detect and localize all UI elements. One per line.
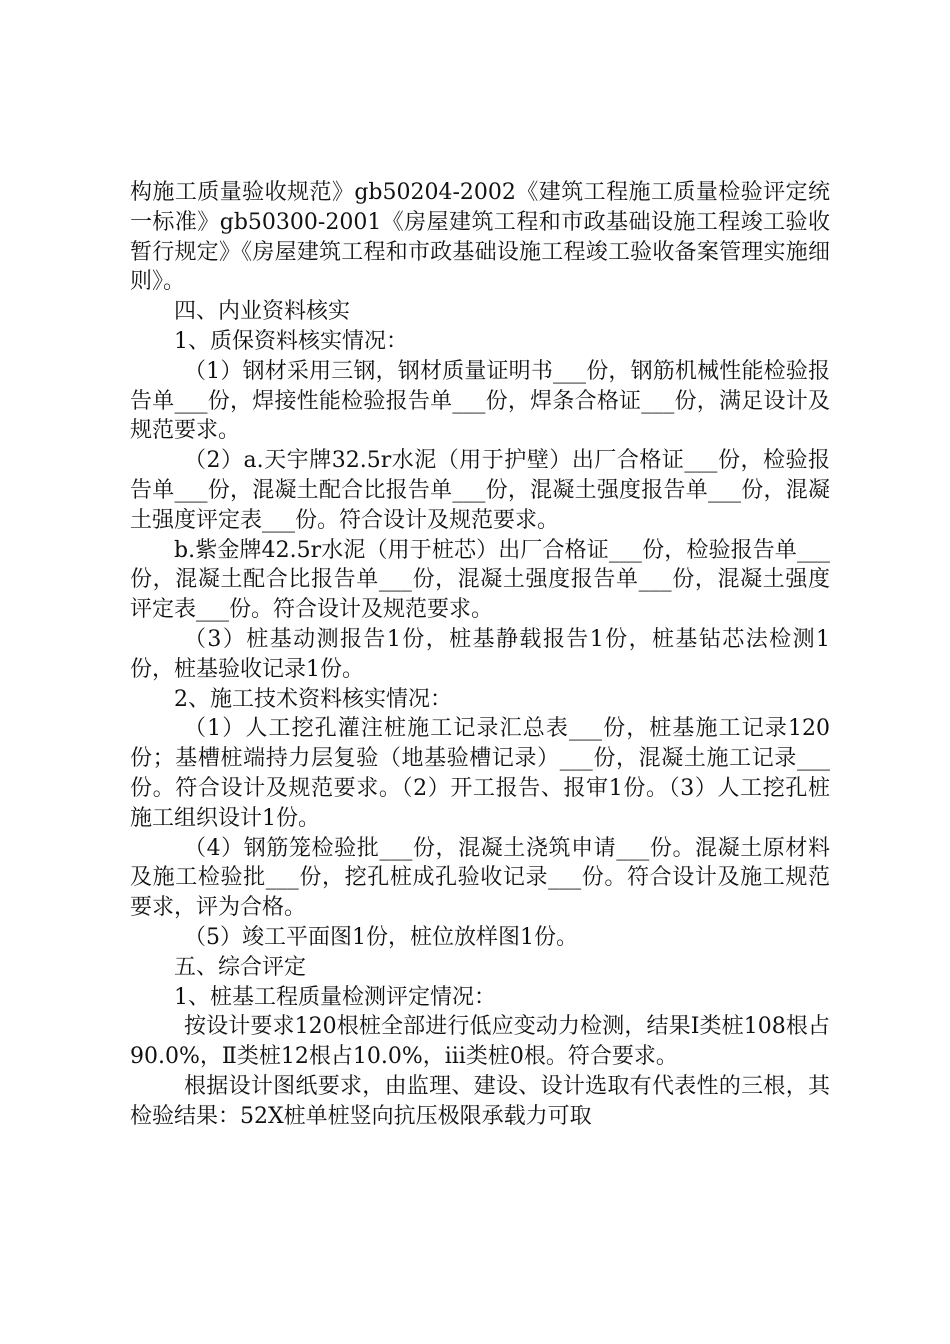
paragraph-cement-tianyu: （2）a.天宇牌32.5r水泥（用于护壁）出厂合格证___份，检验报告单___份，混凝土配合比报告单___份，混凝土强度报告单___份，混凝土强度评定表___份。符合设计及规范要求。 [130,448,830,533]
paragraph-low-strain-test-results: 按设计要求120根桩全部进行低应变动力检测，结果Ⅰ类桩108根占90.0%，Ⅱ类桩12根占10.0%，iii类桩0根。符合要求。 [130,1014,830,1070]
paragraph-static-load-test: 根据设计图纸要求，由监理、建设、设计选取有代表性的三根，其检验结果：52X桩单桩竖向抗压极限承载力可取 [130,1073,830,1129]
subheading-pile-quality-testing: 1、桩基工程质量检测评定情况： [174,984,496,1010]
paragraph-pile-test-reports: （3）桩基动测报告1份，桩基静载报告1份，桩基钻芯法检测1份，桩基验收记录1份。 [130,626,830,682]
section-heading-internal-data-verification: 四、内业资料核实 [174,299,351,325]
paragraph-steel-materials: （1）钢材采用三钢，钢材质量证明书___份，钢筋机械性能检验报告单___份，焊接性能检验报告单___份，焊条合格证___份，满足设计及规范要求。 [130,358,830,444]
paragraph-standards-list: 构施工质量验收规范》gb50204-2002《建筑工程施工质量检验评定统一标准》gb50300-2001《房屋建筑工程和市政基础设施工程竣工验收暂行规定》《房屋建筑工程和市政基础设施工程竣工验收备案管理实施细则》。 [130,180,830,295]
document-body [130,178,830,1132]
subheading-construction-technical-data: 2、施工技术资料核实情况： [174,686,452,712]
paragraph-inspection-batches: （4）钢筋笼检验批___份，混凝土浇筑申请___份。混凝土原材料及施工检验批___份，挖孔桩成孔验收记录___份。符合设计及施工规范要求，评为合格。 [130,835,830,921]
section-heading-comprehensive-evaluation: 五、综合评定 [174,954,307,980]
paragraph-as-built-drawings: （5）竣工平面图1份，桩位放样图1份。 [184,924,578,950]
paragraph-cement-zijin: b.紫金牌42.5r水泥（用于桩芯）出厂合格证___份，检验报告单___份，混凝土配合比报告单___份，混凝土强度报告单___份，混凝土强度评定表___份。符合设计及规范要求。 [130,537,830,623]
subheading-quality-assurance-data: 1、质保资料核实情况： [174,328,408,354]
paragraph-construction-records: （1）人工挖孔灌注桩施工记录汇总表___份，桩基施工记录120份；基槽桩端持力层复验（地基验槽记录）___份，混凝土施工记录___份。符合设计及规范要求。（2）开工报告、报审1份。（3）人工挖孔桩施工组织设计1份。 [130,716,830,831]
